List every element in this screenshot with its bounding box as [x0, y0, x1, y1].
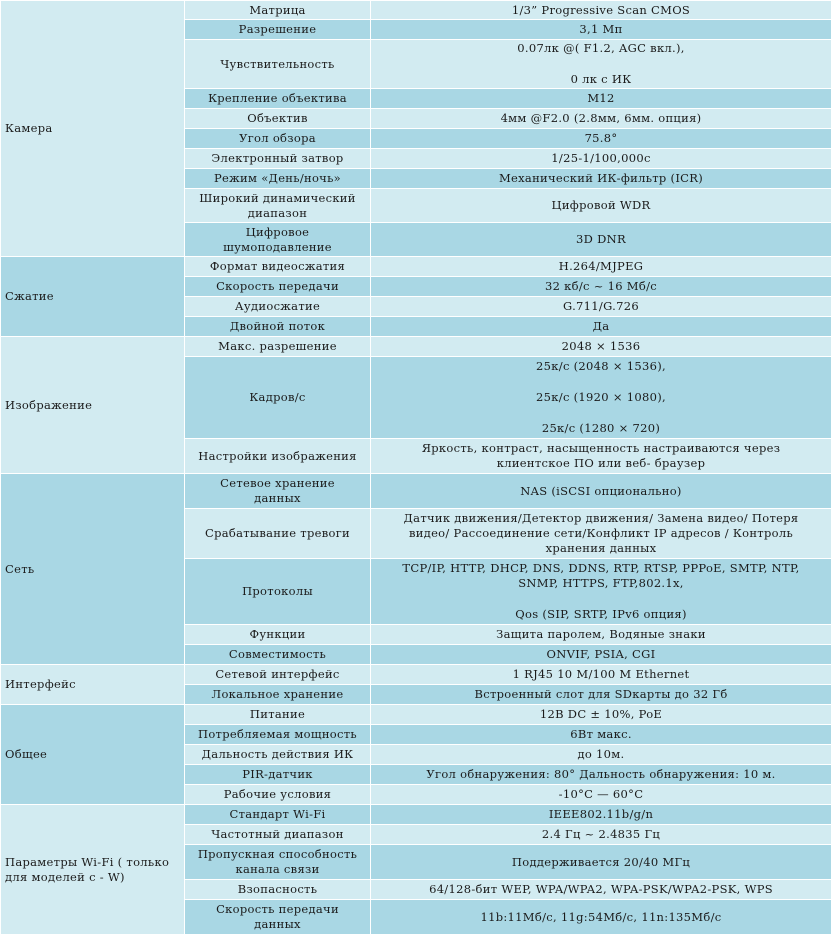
param-line: Настройки изображения	[198, 448, 357, 463]
param-value	[371, 337, 831, 357]
value-line: хранения данных	[545, 541, 657, 555]
param-line: Электронный затвор	[211, 151, 344, 165]
param-name	[185, 89, 371, 109]
param-value	[371, 20, 831, 40]
param-name	[185, 1, 371, 20]
param-line: Рабочие условия	[223, 787, 332, 801]
value-gap	[375, 405, 827, 421]
param-line: Угол обзора	[239, 131, 316, 145]
param-value	[371, 900, 831, 935]
param-value	[371, 40, 831, 89]
value-line: клиентское ПО или веб- браузер	[496, 456, 706, 470]
value-line: видео/ Рассоединение сети/Конфликт IP адресов / Контроль	[408, 526, 794, 540]
value-line: M12	[587, 91, 615, 105]
param-line: Чувствительность	[220, 56, 335, 71]
param-line: данных	[254, 917, 301, 931]
param-name	[185, 705, 371, 725]
spec-row	[1, 805, 831, 825]
param-name	[185, 825, 371, 845]
value-line: NAS (iSCSI опционально)	[520, 483, 682, 498]
param-name	[185, 685, 371, 705]
param-value	[371, 705, 831, 725]
value-line: 6Вт макс.	[570, 727, 632, 741]
value-gap	[375, 591, 827, 607]
param-value	[371, 845, 831, 880]
param-name	[185, 439, 371, 474]
param-line: Матрица	[249, 2, 306, 17]
param-line: данных	[254, 491, 301, 505]
param-line: Объектив	[247, 111, 308, 125]
spec-row	[1, 705, 831, 725]
value-line: 11b:11Мб/с, 11g:54Мб/с, 11n:135Мб/с	[480, 909, 722, 924]
value-line: Встроенный слот для SDкарты до 32 Гб	[474, 687, 728, 701]
param-name	[185, 725, 371, 745]
param-line: Разрешение	[238, 22, 317, 36]
param-name	[185, 169, 371, 189]
value-line: 1 RJ45 10 M/100 M Ethernet	[512, 667, 690, 681]
param-name	[185, 509, 371, 559]
param-value	[371, 169, 831, 189]
param-line: Взопасность	[237, 882, 318, 896]
value-line: 3,1 Мп	[579, 22, 623, 36]
param-name	[185, 805, 371, 825]
param-line: Пропускная способность	[197, 847, 358, 861]
param-name	[185, 900, 371, 935]
param-line: Кадров/с	[249, 390, 306, 404]
value-line: IEEE802.11b/g/n	[548, 807, 654, 821]
param-line: Потребляемая мощность	[198, 727, 357, 741]
group-label: Изображение	[1, 337, 185, 474]
value-gap	[375, 374, 827, 390]
param-value	[371, 277, 831, 297]
value-line: H.264/MJPEG	[558, 259, 644, 273]
value-line: 0 лк с ИК	[570, 72, 632, 86]
param-value	[371, 880, 831, 900]
param-line: канала связи	[235, 862, 320, 876]
value-line: Датчик движения/Детектор движения/ Замена видео/ Потеря	[403, 511, 799, 525]
value-line: 2.4 Гц ~ 2.4835 Гц	[541, 827, 661, 841]
value-line: Механический ИК-фильтр (ICR)	[498, 171, 704, 185]
param-line: Совместимость	[228, 647, 327, 661]
value-line: Защита паролем, Водяные знаки	[496, 627, 706, 641]
param-line: Аудиосжатие	[234, 299, 321, 313]
param-value	[371, 725, 831, 745]
spec-table-body	[1, 1, 831, 935]
param-name	[185, 645, 371, 665]
group-label: Параметры Wi-Fi ( только для моделей с - W)	[1, 805, 185, 935]
value-line: 32 кб/с ~ 16 Мб/с	[544, 279, 658, 293]
param-value	[371, 189, 831, 223]
param-name	[185, 20, 371, 40]
param-value	[371, 1, 831, 20]
value-line: до 10м.	[577, 747, 625, 761]
param-name	[185, 40, 371, 89]
value-line: SNMP, HTTPS, FTP,802.1x,	[518, 576, 684, 590]
param-line: Дальность действия ИК	[201, 747, 354, 761]
param-line: Формат видеосжатия	[209, 259, 346, 273]
param-line: Функции	[249, 627, 306, 641]
param-line: диапазон	[247, 205, 308, 220]
param-line: Сетевой интерфейс	[215, 667, 340, 681]
value-line: 75.8°	[584, 131, 618, 145]
param-line: Частотный диапазон	[211, 827, 344, 841]
value-line: 64/128-бит WEP, WPA/WPA2, WPA-PSK/WPA2-PSK, WPS	[429, 882, 773, 896]
param-line: Режим «День/ночь»	[214, 171, 341, 185]
param-name	[185, 880, 371, 900]
param-name	[185, 149, 371, 169]
param-name	[185, 785, 371, 805]
spec-row	[1, 337, 831, 357]
param-value	[371, 625, 831, 645]
spec-row	[1, 665, 831, 685]
param-name	[185, 257, 371, 277]
param-line: Стандарт Wi-Fi	[229, 807, 326, 821]
param-value	[371, 805, 831, 825]
group-label: Сжатие	[1, 257, 185, 337]
param-name	[185, 745, 371, 765]
value-line: 12В DC ± 10%, PoE	[539, 707, 663, 721]
param-value	[371, 509, 831, 559]
group-label: Сеть	[1, 474, 185, 665]
param-value	[371, 257, 831, 277]
value-line: Qos (SIP, SRTP, IPv6 опция)	[515, 607, 687, 621]
param-name	[185, 109, 371, 129]
value-line: 0.07лк @( F1.2, AGC вкл.),	[517, 41, 685, 55]
param-line: Макс. разрешение	[218, 339, 337, 353]
param-line: Широкий динамический	[199, 190, 356, 205]
param-value	[371, 559, 831, 625]
value-line: 25к/с (1280 × 720)	[541, 421, 661, 435]
value-line: -10°C — 60°C	[558, 787, 644, 801]
param-name	[185, 625, 371, 645]
param-value	[371, 357, 831, 439]
param-line: Срабатывание тревоги	[204, 526, 351, 540]
param-line: PIR-датчик	[242, 767, 313, 781]
param-name	[185, 297, 371, 317]
value-line: 1/25-1/100,000с	[551, 151, 651, 165]
value-line: 3D DNR	[576, 232, 626, 246]
value-line: ONVIF, PSIA, CGI	[546, 647, 656, 661]
spec-row	[1, 474, 831, 509]
value-line: Яркость, контраст, насыщенность настраиваются через	[421, 441, 781, 455]
value-line: Цифровой WDR	[551, 198, 651, 212]
param-value	[371, 685, 831, 705]
param-value	[371, 825, 831, 845]
spec-row	[1, 1, 831, 20]
value-gap	[375, 56, 827, 72]
value-line: 2048 × 1536	[561, 339, 641, 353]
param-name	[185, 765, 371, 785]
param-name	[185, 357, 371, 439]
param-value	[371, 149, 831, 169]
param-name	[185, 129, 371, 149]
param-value	[371, 317, 831, 337]
value-line: 1/3” Progressive Scan CMOS	[511, 2, 691, 17]
value-line: 25к/с (2048 × 1536),	[536, 359, 666, 373]
param-value	[371, 474, 831, 509]
param-value	[371, 89, 831, 109]
param-name	[185, 317, 371, 337]
param-value	[371, 129, 831, 149]
param-line: Крепление объектива	[208, 91, 347, 105]
param-value	[371, 439, 831, 474]
value-line: 4мм @F2.0 (2.8мм, 6мм. опция)	[500, 111, 702, 125]
group-label: Интерфейс	[1, 665, 185, 705]
value-line: Угол обнаружения: 80° Дальность обнаружения: 10 м.	[426, 767, 776, 781]
param-name	[185, 665, 371, 685]
param-value	[371, 223, 831, 257]
param-line: Локальное хранение	[211, 687, 344, 701]
param-line: шумоподавление	[223, 239, 332, 254]
value-line: Да	[592, 319, 610, 333]
group-label: Общее	[1, 705, 185, 805]
param-name	[185, 559, 371, 625]
param-line: Сетевое хранение	[220, 476, 335, 490]
param-line: Скорость передачи	[216, 279, 339, 293]
param-name	[185, 845, 371, 880]
param-line: Скорость передачи	[216, 902, 339, 916]
value-line: 25к/с (1920 × 1080),	[536, 390, 666, 404]
param-value	[371, 297, 831, 317]
group-label: Камера	[1, 1, 185, 257]
param-line: Двойной поток	[229, 319, 326, 333]
param-name	[185, 223, 371, 257]
spec-row	[1, 257, 831, 277]
param-value	[371, 109, 831, 129]
param-value	[371, 665, 831, 685]
param-value	[371, 785, 831, 805]
param-line: Протоколы	[242, 584, 313, 598]
value-line: Поддерживается 20/40 МГц	[511, 854, 691, 869]
param-name	[185, 474, 371, 509]
param-value	[371, 645, 831, 665]
value-line: G.711/G.726	[563, 299, 639, 313]
param-line: Цифровое	[245, 224, 310, 239]
param-line: Питание	[249, 707, 306, 721]
param-value	[371, 745, 831, 765]
param-value	[371, 765, 831, 785]
value-line: TCP/IP, HTTP, DHCP, DNS, DDNS, RTP, RTSP, PPPoE, SMTP, NTP,	[402, 561, 800, 575]
param-name	[185, 337, 371, 357]
param-name	[185, 277, 371, 297]
param-name	[185, 189, 371, 223]
